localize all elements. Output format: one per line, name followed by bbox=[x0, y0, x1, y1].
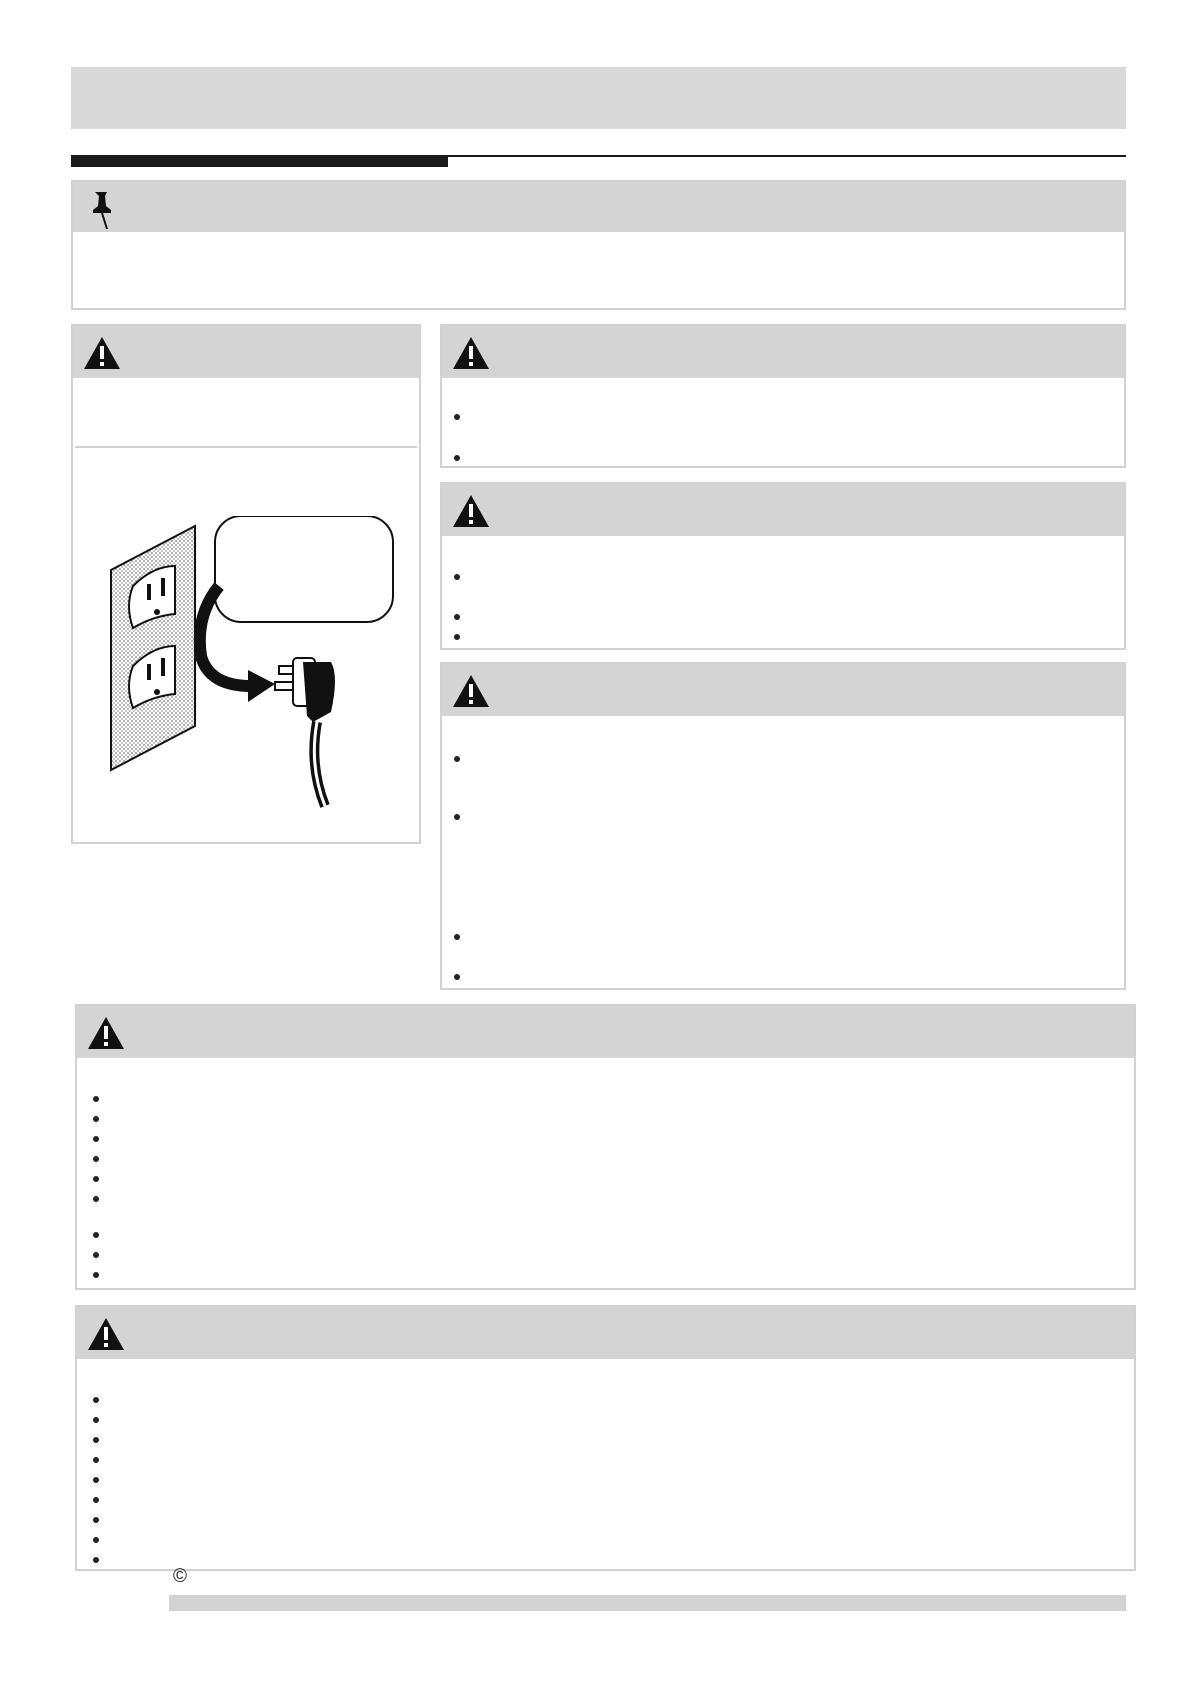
list-bullet bbox=[454, 414, 460, 420]
list-bullet bbox=[454, 974, 460, 980]
list-bullet bbox=[93, 1272, 99, 1278]
warning-box-right-3 bbox=[440, 662, 1126, 990]
warning-box-left-header bbox=[73, 326, 419, 378]
page-header-band bbox=[71, 67, 1126, 129]
list-bullet bbox=[93, 1232, 99, 1238]
pushpin-icon bbox=[87, 190, 117, 230]
list-bullet bbox=[93, 1437, 99, 1443]
unplug-illustration bbox=[103, 516, 403, 826]
list-bullet bbox=[93, 1457, 99, 1463]
warning-box-right-1 bbox=[440, 324, 1126, 468]
note-box bbox=[71, 180, 1126, 310]
list-bullet bbox=[454, 455, 460, 461]
footer-band bbox=[169, 1595, 1126, 1611]
list-bullet bbox=[454, 934, 460, 940]
bullet-list bbox=[442, 484, 1124, 648]
list-bullet bbox=[93, 1537, 99, 1543]
list-bullet bbox=[93, 1517, 99, 1523]
bullet-list bbox=[442, 664, 1124, 988]
warning-box-left bbox=[71, 324, 421, 844]
list-bullet bbox=[93, 1497, 99, 1503]
list-bullet bbox=[93, 1252, 99, 1258]
bullet-list bbox=[77, 1006, 1134, 1288]
list-bullet bbox=[93, 1176, 99, 1182]
bullet-list bbox=[77, 1307, 1134, 1569]
list-bullet bbox=[93, 1116, 99, 1122]
list-bullet bbox=[93, 1136, 99, 1142]
section-rule-thin bbox=[448, 155, 1126, 157]
list-bullet bbox=[93, 1196, 99, 1202]
list-bullet bbox=[454, 634, 460, 640]
list-bullet bbox=[93, 1557, 99, 1563]
warning-box-right-2 bbox=[440, 482, 1126, 650]
warning-triangle-icon bbox=[83, 336, 121, 370]
list-bullet bbox=[93, 1096, 99, 1102]
list-bullet bbox=[93, 1477, 99, 1483]
list-bullet bbox=[454, 756, 460, 762]
bullet-list bbox=[442, 326, 1124, 466]
warning-box-left-text-area bbox=[75, 378, 417, 448]
list-bullet bbox=[93, 1417, 99, 1423]
list-bullet bbox=[93, 1156, 99, 1162]
section-rule-thick bbox=[71, 155, 448, 167]
list-bullet bbox=[454, 814, 460, 820]
warning-box-wide-1 bbox=[75, 1004, 1136, 1290]
copyright-symbol: © bbox=[173, 1566, 187, 1587]
list-bullet bbox=[93, 1397, 99, 1403]
list-bullet bbox=[454, 574, 460, 580]
note-box-header bbox=[73, 182, 1124, 232]
list-bullet bbox=[454, 614, 460, 620]
warning-box-wide-2 bbox=[75, 1305, 1136, 1571]
